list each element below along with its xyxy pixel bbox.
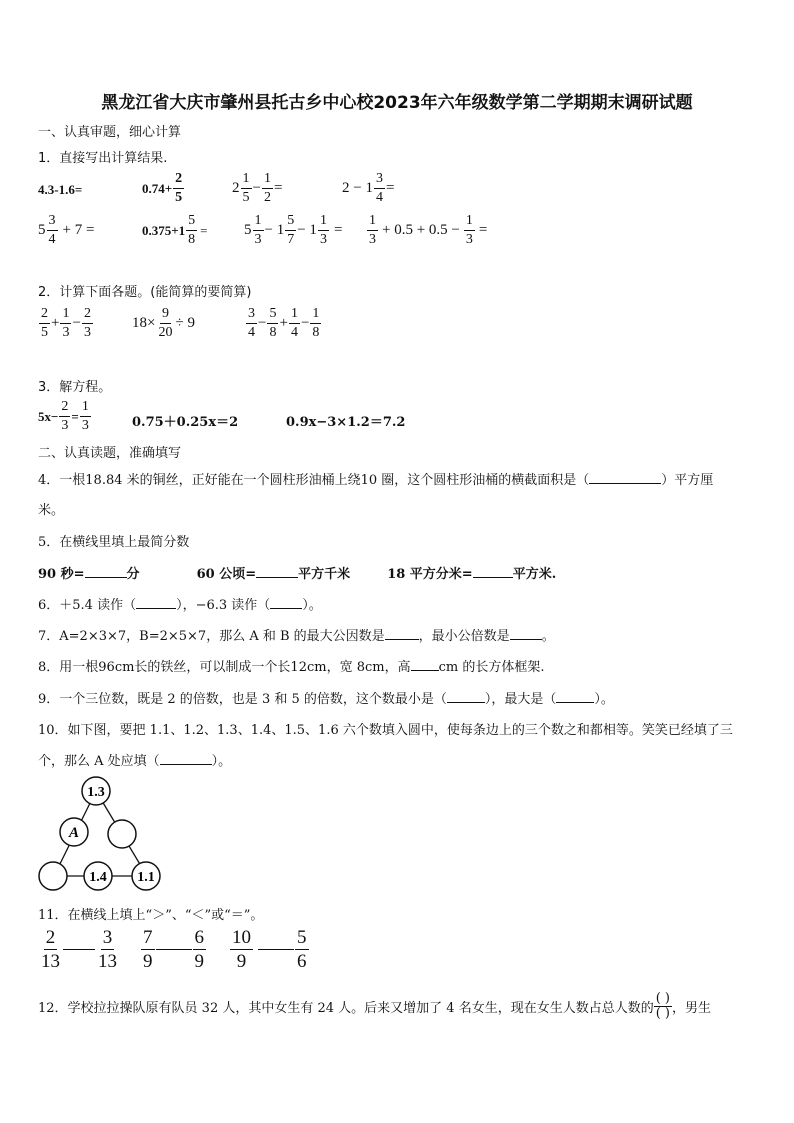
numerator: 3: [102, 927, 113, 948]
q1-item-f: [142, 214, 208, 247]
q8-suffix: cm 的长方体框架.: [438, 660, 545, 675]
q10-suffix: ）。: [211, 754, 232, 769]
denominator: 3: [61, 418, 69, 433]
denominator-blank[interactable]: ( ): [655, 1005, 670, 1021]
numerator: 5: [285, 214, 296, 231]
operator: −: [72, 315, 81, 331]
fraction: [82, 307, 93, 340]
numerator: 1: [262, 172, 273, 189]
answer-blank[interactable]: [447, 702, 485, 703]
answer-blank[interactable]: [136, 608, 176, 609]
numerator: 5: [186, 214, 197, 231]
fraction-blank[interactable]: [654, 992, 672, 1020]
denominator: 3: [81, 418, 89, 433]
q8-prefix: 8．用一根96cm长的铁丝，可以制成一个长12cm，宽 8cm，高: [38, 660, 411, 675]
numerator: 2: [39, 307, 50, 324]
fraction: [464, 214, 475, 247]
q1-item-g: [244, 214, 342, 247]
whole: 5: [244, 222, 252, 238]
denominator: 6: [297, 951, 307, 972]
denominator: 3: [83, 325, 91, 340]
q12-text: 12．学校拉拉操队原有队员 32 人，其中女生有 24 人。后来又增加了 4 名女生，现在女生人数占总人数的: [38, 1000, 654, 1016]
denominator: 4: [48, 232, 56, 247]
q1-item-e: [38, 214, 94, 247]
compare-blank[interactable]: [63, 949, 95, 950]
q9-prefix: 9．一个三位数，既是 2 的倍数，也是 3 和 5 的倍数，这个数最小是（: [38, 692, 447, 707]
numerator: 1: [310, 307, 321, 324]
fraction: [60, 307, 71, 340]
section-heading-1: 一、认真审题，细心计算: [38, 125, 182, 140]
question-3-label: 3．解方程。: [38, 380, 112, 395]
operator: −: [300, 315, 310, 331]
q4-text-end: ）平方厘: [661, 473, 714, 488]
numerator: 1: [367, 214, 378, 231]
q5-a-suffix: 分: [126, 567, 140, 582]
circle-top-label: 1.3: [87, 785, 105, 800]
operator: +: [51, 315, 60, 331]
q7-suffix: 。: [541, 629, 555, 644]
fraction: [295, 928, 309, 971]
fraction: [39, 307, 50, 340]
question-4-line-2: 米。: [38, 503, 65, 518]
q10-prefix: 个，那么 A 处应填（: [38, 754, 160, 769]
numerator: 1: [60, 307, 71, 324]
circle-bottom-mid-label: 1.4: [89, 870, 107, 885]
denominator: 3: [369, 232, 376, 247]
fraction: [318, 214, 329, 247]
denominator: 4: [375, 190, 383, 205]
q6-suffix: ）。: [302, 598, 322, 613]
denominator: 4: [290, 325, 298, 340]
circle-a-label: A: [68, 825, 80, 841]
numerator: 3: [47, 214, 58, 231]
rest: + 7 =: [62, 222, 95, 238]
denominator: 8: [269, 325, 277, 340]
equals: =: [71, 408, 79, 424]
q5-b-prefix: 60 公顷=: [196, 567, 257, 582]
answer-blank[interactable]: [270, 608, 302, 609]
numerator-blank[interactable]: ( ): [655, 991, 670, 1006]
suffix: ÷ 9: [175, 315, 195, 331]
fraction: [241, 172, 252, 205]
denominator: 4: [248, 325, 255, 340]
numerator: 1: [289, 307, 300, 324]
q3-equation-1: [38, 400, 92, 433]
page-title: 黑龙江省大庆市肇州县托古乡中心校2023年六年级数学第二学期期末调研试题: [101, 93, 693, 113]
equals: =: [200, 222, 208, 238]
denominator: 5: [41, 325, 48, 340]
circle-right-mid: [108, 820, 136, 848]
q1-b-prefix: 0.74+: [142, 180, 173, 196]
fraction: [186, 214, 197, 247]
q1-item-d: [342, 172, 394, 205]
numerator: 5: [267, 307, 278, 324]
fraction: [253, 214, 264, 247]
circle-bottom-left: [39, 862, 67, 890]
denominator: 8: [312, 325, 320, 340]
question-9: [38, 688, 614, 707]
answer-blank[interactable]: [510, 639, 542, 640]
denominator: 8: [188, 232, 196, 247]
q3-equation-3: 0.9x−3×1.2＝7.2: [286, 415, 406, 430]
q1-item-b: [142, 172, 185, 205]
q2-expr-1: [38, 307, 94, 340]
question-10-line-2: [38, 750, 231, 769]
numerator: 3: [374, 172, 385, 189]
equals: =: [385, 180, 395, 196]
fraction: [47, 214, 58, 247]
q9-suffix: ）。: [594, 692, 614, 707]
numerator: 2: [45, 927, 56, 948]
equals: =: [333, 222, 343, 238]
numerator: 7: [143, 927, 153, 948]
q11-pairs: [38, 928, 310, 971]
question-7: [38, 625, 555, 644]
q9-middle: ），最大是（: [484, 692, 557, 707]
numerator: 5: [297, 927, 307, 948]
fraction: [173, 172, 184, 205]
operator: +: [279, 315, 288, 331]
middle: + 0.5 + 0.5 −: [382, 222, 460, 238]
fraction: [141, 928, 155, 971]
prefix: 18×: [132, 315, 156, 331]
q5-c-suffix: 平方米.: [512, 567, 557, 582]
numerator: 10: [232, 927, 251, 948]
denominator: 13: [98, 951, 117, 972]
numerator: 1: [464, 214, 475, 231]
fraction: [267, 307, 278, 340]
answer-blank[interactable]: [85, 577, 127, 578]
answer-blank[interactable]: [556, 702, 594, 703]
question-5-items: [38, 563, 556, 582]
numerator: 1: [241, 172, 252, 189]
q1-item-c: [232, 172, 282, 205]
q1-item-a: [38, 182, 82, 198]
fraction: [156, 307, 174, 340]
fraction: [367, 214, 378, 247]
question-1-label: 1．直接写出计算结果.: [38, 151, 168, 166]
denominator: 2: [263, 190, 271, 205]
answer-blank[interactable]: [411, 670, 439, 671]
question-8: [38, 656, 544, 675]
fraction: [80, 400, 91, 433]
question-12: [38, 992, 711, 1020]
numerator: 6: [194, 927, 204, 948]
q6-middle: ），−6.3 读作（: [176, 598, 271, 613]
whole: 5: [38, 222, 46, 238]
circle-bottom-right-label: 1.1: [137, 870, 155, 885]
answer-blank[interactable]: [385, 639, 419, 640]
denominator: 9: [236, 951, 247, 972]
fraction: [262, 172, 273, 205]
prefix: 5x−: [38, 408, 59, 424]
fraction: [285, 214, 296, 247]
q5-c-prefix: 18 平方分米=: [387, 567, 473, 582]
fraction: [374, 172, 385, 205]
q1-expr-a: 4.3-1.6=: [38, 182, 83, 197]
denominator: 3: [254, 232, 262, 247]
q5-b-suffix: 平方千米: [298, 567, 351, 582]
numerator: 2: [59, 400, 70, 417]
fraction: [96, 928, 119, 971]
equals: =: [273, 180, 283, 196]
denominator: 9: [143, 951, 153, 972]
denominator: 5: [175, 190, 183, 205]
compare-blank[interactable]: [156, 949, 192, 950]
q2-expr-2: [132, 307, 195, 340]
fraction: [59, 400, 70, 433]
denominator: 3: [319, 232, 327, 247]
answer-blank[interactable]: [256, 577, 298, 578]
q6-prefix: 6．＋5.4 读作（: [38, 598, 137, 613]
section-heading-2: 二、认真读题，准确填写: [38, 446, 182, 461]
fraction: [289, 307, 300, 340]
prefix: 2 − 1: [342, 180, 373, 196]
question-6: [38, 594, 322, 613]
fraction: [310, 307, 321, 340]
operator: −: [258, 315, 267, 331]
operator: − 1: [264, 222, 285, 238]
q3-equation-2: 0.75＋0.25x＝2: [132, 415, 239, 430]
denominator: 20: [158, 325, 173, 340]
numerator: 1: [253, 214, 264, 231]
fraction: [246, 307, 257, 340]
question-2-label: 2．计算下面各题。(能简算的要简算): [38, 285, 252, 300]
denominator: 7: [287, 232, 295, 247]
q1-item-h: [366, 214, 487, 247]
q5-a-prefix: 90 秒=: [38, 567, 85, 582]
q7-prefix: 7．A=2×3×7，B=2×5×7，那么 A 和 B 的最大公因数是: [38, 629, 385, 644]
question-11-label: 11．在横线上填上“＞”、“＜”或“＝”。: [38, 908, 264, 923]
numerator: 1: [318, 214, 329, 231]
answer-blank[interactable]: [473, 577, 513, 578]
whole: 2: [232, 180, 240, 196]
operator: −: [252, 180, 261, 196]
fraction: [39, 928, 62, 971]
equals: =: [478, 222, 488, 238]
numerator: 9: [160, 307, 171, 324]
denominator: 5: [242, 190, 250, 205]
q4-text: 4．一根18.84 米的铜丝，正好能在一个圆柱形油桶上绕10 圈，这个圆柱形油桶的横截面积是（: [38, 473, 590, 488]
denominator: 3: [62, 325, 70, 340]
q7-middle: ，最小公倍数是: [418, 629, 510, 644]
q2-expr-3: [245, 307, 322, 340]
operator: − 1: [297, 222, 317, 238]
numerator: 2: [173, 172, 184, 189]
prefix: 0.375+1: [142, 222, 186, 238]
answer-blank[interactable]: [160, 764, 212, 765]
numerator: 1: [80, 400, 91, 417]
question-10-line-1: 10．如下图，要把 1.1、1.2、1.3、1.4、1.5、1.6 六个数填入圆中，使每条边上的三个数之和都相等。笑笑已经填了三: [38, 723, 733, 738]
denominator: 3: [465, 232, 473, 247]
compare-blank[interactable]: [258, 949, 294, 950]
q12-suffix: ，男生: [671, 1000, 711, 1016]
denominator: 13: [41, 951, 60, 972]
fraction: [230, 928, 253, 971]
question-5-label: 5．在横线里填上最简分数: [38, 535, 190, 550]
answer-blank[interactable]: [589, 483, 661, 484]
denominator: 9: [194, 951, 204, 972]
numerator: 3: [246, 307, 257, 324]
question-4-line-1: [38, 469, 713, 488]
fraction: [193, 928, 207, 971]
triangle-circle-diagram: [34, 776, 164, 894]
numerator: 2: [82, 307, 93, 324]
